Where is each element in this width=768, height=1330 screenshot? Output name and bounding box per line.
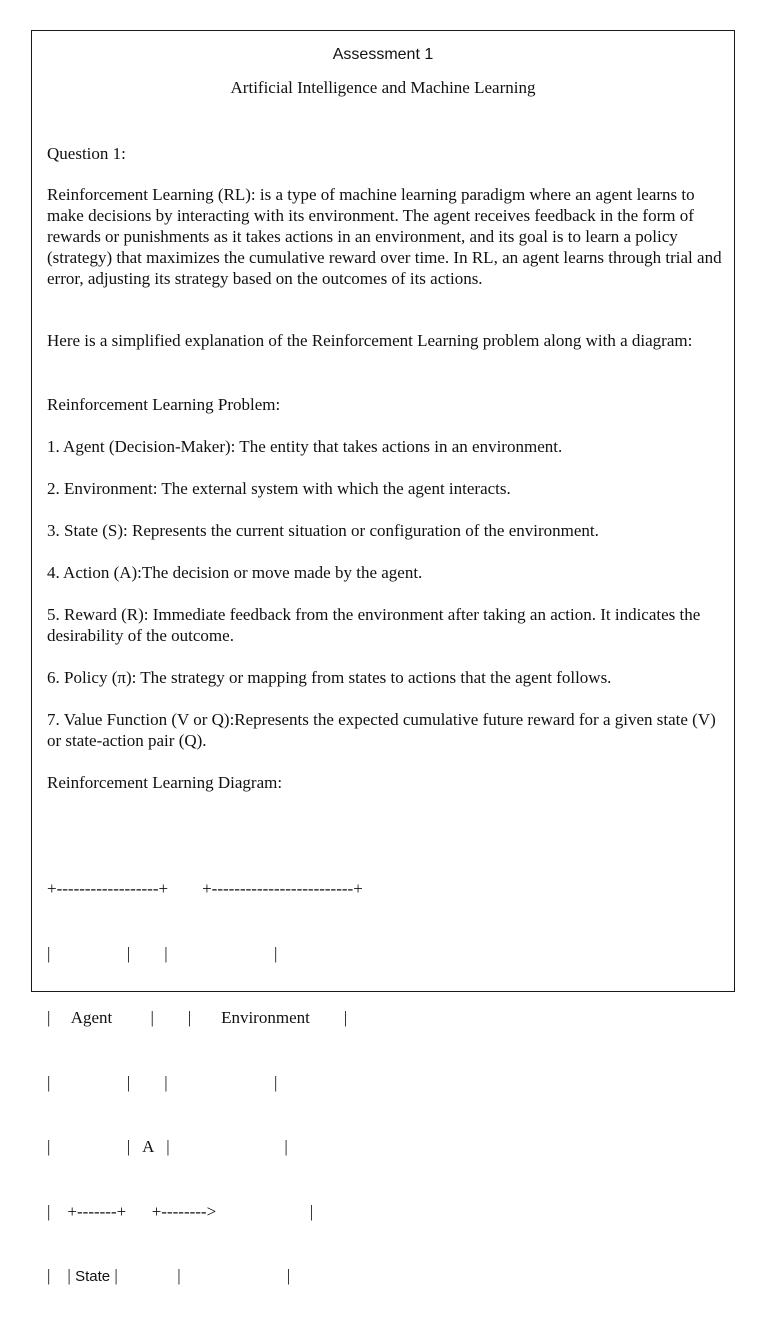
explanation-lead: Here is a simplified explanation of the Reinforcement Learning problem along with a diagram:	[47, 331, 693, 350]
list-item: 4. Action (A):The decision or move made by the agent.	[47, 563, 423, 582]
agent-box-top-border: +------------------+	[47, 879, 169, 898]
state-box-top-border: +-------+	[67, 1201, 127, 1221]
agent-label: Agent	[70, 1008, 113, 1027]
intro-paragraph: Reinforcement Learning (RL): is a type of machine learning paradigm where an agent learns to make decisions by interacting with its environment. The agent receives feedback in the form of rewards or punishments as it takes actions in an environment, and its goal is to learn a policy (strategy) that maximizes the cumulative reward over time. In RL, an agent learns through trial and error, adjusting its strategy based on the outcomes of its actions.	[47, 185, 722, 288]
list-item: 1. Agent (Decision-Maker): The entity that takes actions in an environment.	[47, 437, 563, 456]
ascii-diagram	[47, 835, 717, 1330]
assessment-title: Assessment 1	[332, 46, 434, 63]
list-item: 7. Value Function (V or Q):Represents the expected cumulative future reward for a given state (V) or state-action pair (Q).	[47, 710, 716, 750]
environment-box-top-border: +-------------------------+	[202, 879, 363, 898]
diagram-line: | | | |	[47, 943, 278, 963]
diagram-line: | +-------+ +--------> |	[47, 1201, 314, 1221]
problem-heading: Reinforcement Learning Problem:	[47, 395, 281, 414]
diagram-line	[47, 878, 717, 900]
action-label: A	[142, 1137, 154, 1156]
list-item: 3. State (S): Represents the current situation or configuration of the environment.	[47, 521, 599, 540]
list-item: 6. Policy (π): The strategy or mapping from states to actions that the agent follows.	[47, 668, 612, 687]
action-arrow: +-------->	[151, 1201, 217, 1221]
course-title: Artificial Intelligence and Machine Learning	[230, 78, 536, 97]
list-item: 2. Environment: The external system with which the agent interacts.	[47, 479, 511, 498]
diagram-line: | | | |	[47, 1072, 278, 1092]
list-item: 5. Reward (R): Immediate feedback from the environment after taking an action. It indicates the desirability of the outcome.	[47, 605, 701, 645]
question-label: Question 1:	[47, 144, 126, 163]
diagram-line: | | State | | |	[47, 1266, 291, 1285]
state-label: State	[75, 1268, 111, 1285]
diagram-line: | Agent | | Environment |	[47, 1008, 348, 1027]
diagram-line: | | A | |	[47, 1137, 288, 1156]
environment-label: Environment	[221, 1008, 310, 1027]
diagram-heading: Reinforcement Learning Diagram:	[47, 773, 283, 792]
document-page	[31, 30, 735, 1285]
